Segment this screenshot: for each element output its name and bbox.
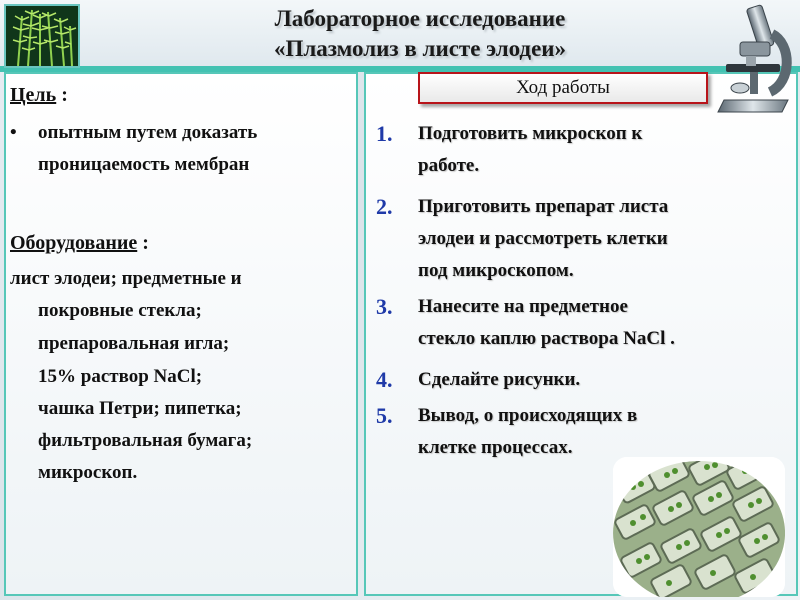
equipment-line-4: 15% раствор NaCl; <box>38 366 203 387</box>
procedure-heading: Ход работы <box>516 77 610 98</box>
equipment-line-7: микроскоп. <box>38 462 138 483</box>
equipment-colon: : <box>137 232 149 254</box>
equipment-line-5: чашка Петри; пипетка; <box>38 398 242 419</box>
goal-label: Цель <box>10 84 57 106</box>
page-title <box>150 4 690 64</box>
procedure-heading-box <box>418 72 708 104</box>
goal-heading <box>10 84 68 107</box>
equipment-heading <box>10 232 149 255</box>
step-3-line-2: стекло каплю раствора NaCl . <box>418 328 675 349</box>
step-2-line-2: элодеи и рассмотреть клетки <box>418 228 668 249</box>
elodea-cells-image <box>613 457 785 597</box>
step-3-line-1: Нанесите на предметное <box>418 296 628 317</box>
equipment-line-2: покровные стекла; <box>38 300 202 321</box>
title-line-1: Лабораторное исследование <box>274 6 566 31</box>
title-line-2: «Плазмолиз в листе элодеи» <box>273 36 567 61</box>
goal-line-2: проницаемость мембран <box>38 154 250 175</box>
step-4-line-1: Сделайте рисунки. <box>418 369 581 390</box>
step-5-line-2: клетке процессах. <box>418 437 573 458</box>
step-5-number: 5. <box>376 403 393 428</box>
step-1-line-1: Подготовить микроскоп к <box>418 123 643 144</box>
equipment-line-3: препаровальная игла; <box>38 333 230 354</box>
equipment-label: Оборудование <box>10 232 138 254</box>
step-1-line-2: работе. <box>418 155 480 176</box>
step-1-number: 1. <box>376 121 393 146</box>
step-3-number: 3. <box>376 294 393 319</box>
goal-colon: : <box>56 84 68 106</box>
equipment-line-1: лист элодеи; предметные и <box>10 268 242 289</box>
goal-bullet: • <box>10 122 17 143</box>
elodea-plant-image <box>4 4 80 68</box>
goal-line-1: опытным путем доказать <box>38 122 258 143</box>
step-2-line-3: под микроскопом. <box>418 260 574 281</box>
step-5-line-1: Вывод, о происходящих в <box>418 405 638 426</box>
step-4-number: 4. <box>376 367 393 392</box>
equipment-line-6: фильтровальная бумага; <box>38 430 253 451</box>
microscope-icon <box>700 4 798 116</box>
step-2-line-1: Приготовить препарат листа <box>418 196 669 217</box>
step-2-number: 2. <box>376 194 393 219</box>
